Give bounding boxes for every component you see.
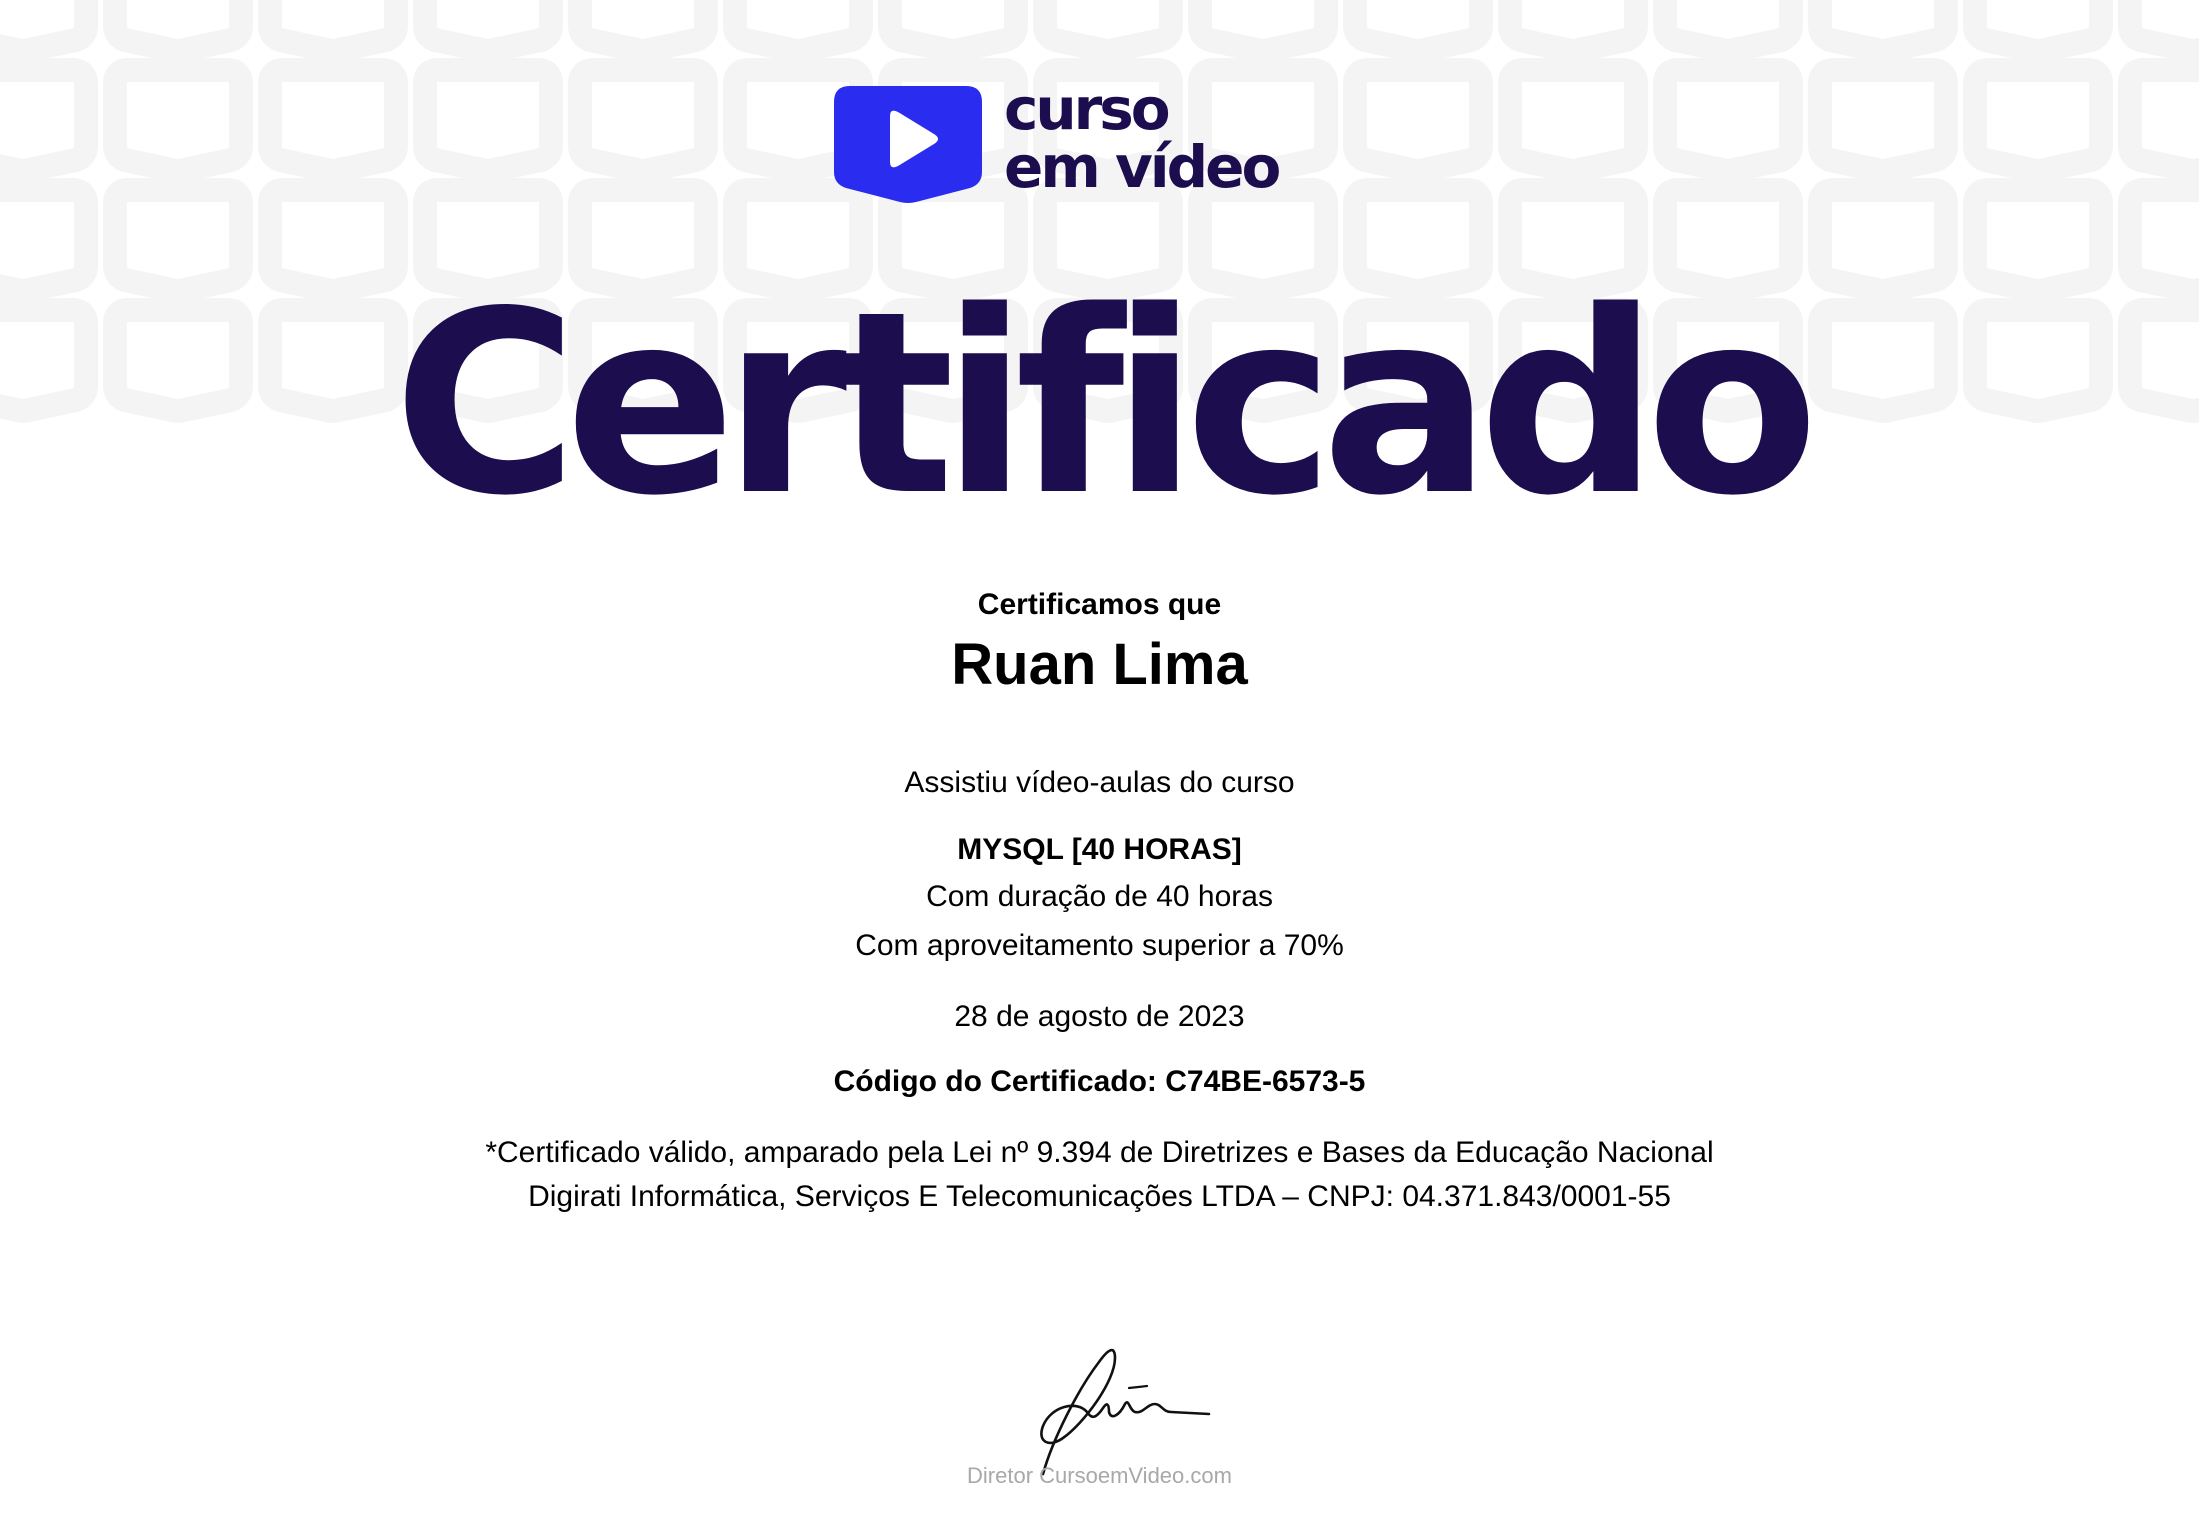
play-icon (834, 86, 982, 204)
performance-text: Com aproveitamento superior a 70% (855, 929, 1344, 962)
certificate-date: 28 de agosto de 2023 (954, 1000, 1245, 1033)
logo-wordmark (1004, 75, 1279, 201)
pattern-badge (115, 70, 241, 171)
intro-text: Certificamos que (977, 588, 1222, 621)
pattern-badge (580, 70, 706, 171)
pattern-badge (1200, 0, 1326, 51)
pattern-badge (270, 0, 396, 51)
certificate-title: Certificado (393, 258, 1806, 551)
pattern-badge (1820, 0, 1946, 51)
pattern-badge (1820, 70, 1946, 171)
student-name: Ruan Lima (951, 632, 1248, 697)
pattern-badge (270, 70, 396, 171)
legal-line-2: Digirati Informática, Serviços E Telecomunicações LTDA – CNPJ: 04.371.843/0001-55 (528, 1180, 1671, 1213)
pattern-badge (1355, 70, 1481, 171)
pattern-badge (580, 0, 706, 51)
duration-text: Com duração de 40 horas (926, 880, 1273, 913)
pattern-badge (0, 70, 86, 171)
pattern-badge (890, 0, 1016, 51)
watched-text: Assistiu vídeo-aulas do curso (904, 766, 1295, 799)
director-signature (1025, 1338, 1225, 1478)
pattern-badge (1045, 0, 1171, 51)
pattern-badge (1665, 0, 1791, 51)
curso-em-video-logo (834, 75, 1314, 206)
pattern-badge (1975, 70, 2101, 171)
pattern-badge (115, 0, 241, 51)
course-name: MYSQL [40 HORAS] (957, 833, 1242, 866)
logo-line-1: curso (1004, 75, 1168, 143)
pattern-badge (1355, 0, 1481, 51)
legal-line-1: *Certificado válido, amparado pela Lei nº 9.394 de Diretrizes e Bases da Educação Nacional (485, 1136, 1714, 1169)
pattern-badge (0, 0, 86, 51)
certificate-code: Código do Certificado: C74BE-6573-5 (833, 1065, 1366, 1098)
pattern-badge (425, 70, 551, 171)
signature-caption: Diretor CursoemVideo.com (967, 1463, 1232, 1488)
pattern-badge (425, 0, 551, 51)
pattern-badge (735, 0, 861, 51)
pattern-badge (1975, 0, 2101, 51)
pattern-badge (1665, 70, 1791, 171)
pattern-badge (1510, 70, 1636, 171)
pattern-badge (2130, 70, 2199, 171)
pattern-badge (1510, 0, 1636, 51)
logo-line-2: em vídeo (1004, 133, 1279, 201)
pattern-badge (2130, 0, 2199, 51)
